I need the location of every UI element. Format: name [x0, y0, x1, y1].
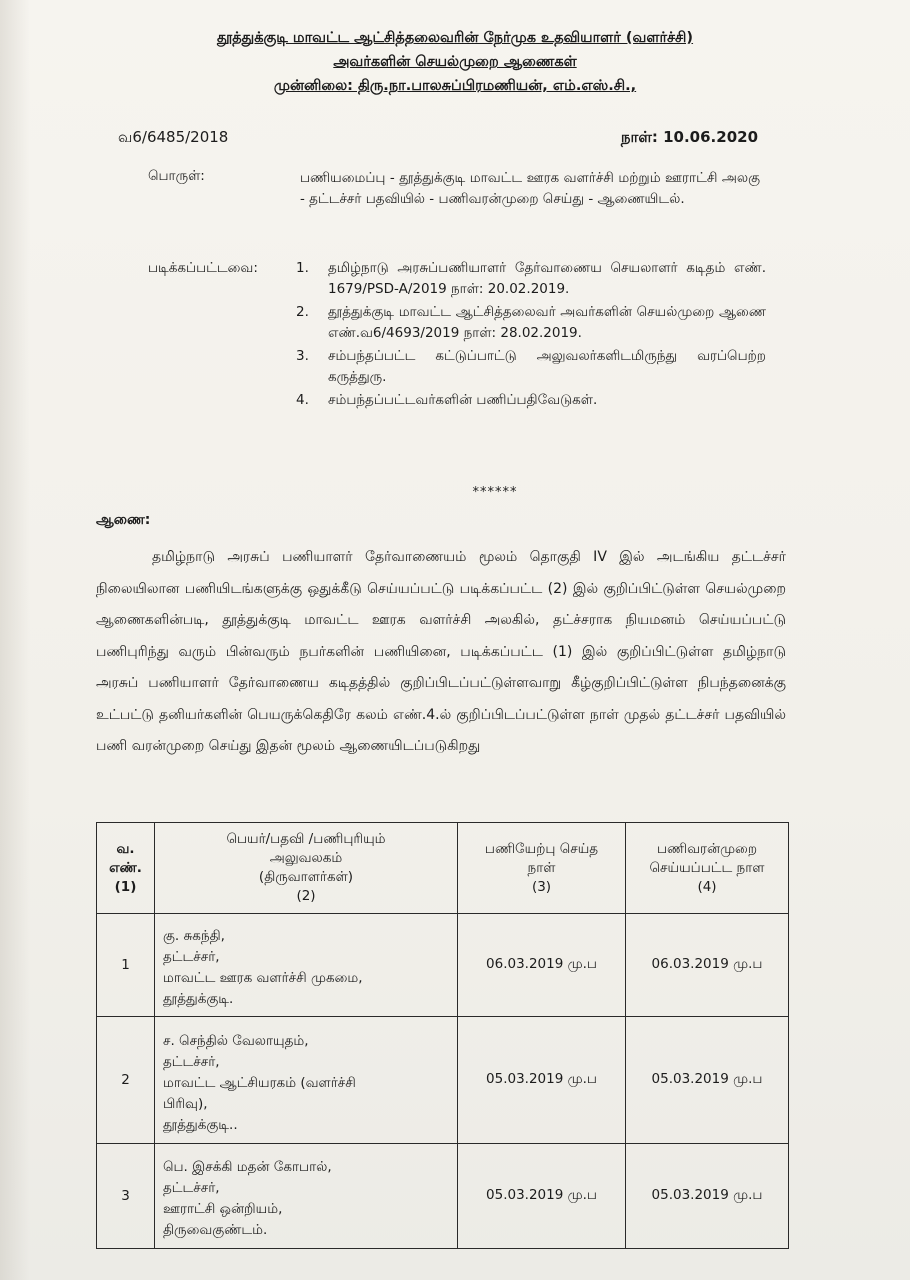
- page-edge-shadow: [0, 0, 30, 1280]
- table-header-row: [97, 823, 789, 914]
- header-line-3: முன்னிலை: திரு.நா.பாலசுப்பிரமணியன், எம்.எஸ்.சி.,: [273, 78, 637, 94]
- table-row: [97, 914, 789, 1017]
- read-label: படிக்கப்பட்டவை:: [148, 260, 258, 276]
- order-date: நாள்: 10.06.2020: [620, 128, 758, 146]
- table-row: [97, 1017, 789, 1144]
- header-line-1: தூத்துக்குடி மாவட்ட ஆட்சித்தலைவரின் நேர்முக உதவியாளர் (வளர்ச்சி): [216, 30, 694, 46]
- header-line-2: அவர்களின் செயல்முறை ஆணைகள்: [333, 54, 577, 70]
- subject-text: பணியமைப்பு - தூத்துக்குடி மாவட்ட ஊரக வளர்ச்சி மற்றும் ஊராட்சி அலகு - தட்டச்சர் பதவியில் - பணிவரன்முறை செய்து - ஆணையிடல்.: [300, 170, 760, 207]
- row-joined: 05.03.2019 மு.ப: [458, 1144, 626, 1249]
- read-item: 4. சம்பந்தப்பட்டவர்களின் பணிப்பதிவேடுகள்.: [296, 392, 598, 408]
- row-name: ச. செந்தில் வேலாயுதம், தட்டச்சர், மாவட்ட ஆட்சியரகம் (வளர்ச்சி பிரிவு), தூத்துக்குடி..: [155, 1017, 458, 1144]
- order-label: ஆணை:: [96, 512, 151, 528]
- table-row: [97, 1144, 789, 1249]
- header-regularized: பணிவரன்முறை செய்யப்பட்ட நாள (4): [626, 823, 789, 914]
- read-list: [296, 258, 766, 413]
- row-name: பெ. இசக்கி மதன் கோபால், தட்டச்சர், ஊராட்சி ஒன்றியம், திருவைகுண்டம்.: [155, 1144, 458, 1249]
- row-joined: 05.03.2019 மு.ப: [458, 1017, 626, 1144]
- separator: ******: [472, 485, 518, 500]
- row-name: கு. சுகந்தி, தட்டச்சர், மாவட்ட ஊரக வளர்ச்சி முகமை, தூத்துக்குடி.: [155, 914, 458, 1017]
- header-sno: வ. எண். (1): [97, 823, 155, 914]
- row-sno: 3: [97, 1144, 155, 1249]
- row-sno: 1: [97, 914, 155, 1017]
- row-regularized: 05.03.2019 மு.ப: [626, 1144, 789, 1249]
- row-regularized: 06.03.2019 மு.ப: [626, 914, 789, 1017]
- row-joined: 06.03.2019 மு.ப: [458, 914, 626, 1017]
- subject-label: பொருள்:: [148, 168, 205, 184]
- read-item: 1. தமிழ்நாடு அரசுப்பணியாளர் தேர்வாணைய செயலாளர் கடிதம் எண். 1679/PSD-A/2019 நாள்: 20.02.2019.: [296, 260, 766, 297]
- order-body: தமிழ்நாடு அரசுப் பணியாளர் தேர்வாணையம் மூலம் தொகுதி IV இல் அடங்கிய தட்டச்சர் நிலையிலான பணியிடங்களுக்கு ஒதுக்கீடு செய்யப்பட்டு படிக்கப்பட்ட (2) இல் குறிப்பிட்டுள்ள செயல்முறை ஆணைகளின்படி, தூத்துக்குடி மாவட்ட ஊரக வளர்ச்சி அலகில், தட்ச்சராக நியமனம் செய்யப்பட்டு பணிபுரிந்து வரும் பின்வரும் நபர்களின் பணியினை, படிக்கப்பட்ட (1) இல் குறிப்பிட்டுள்ள தமிழ்நாடு அரசுப் பணியாளர் தேர்வாணைய கடிதத்தில் குறிப்பிடப்பட்டுள்ளவாறு கீழ்குறிப்பிட்டுள்ள நிபந்தனைக்கு உட்பட்டு தனியர்களின் பெயருக்கெதிரே கலம் எண்.4.ல் குறிப்பிடப்பட்டுள்ள நாள் முதல் தட்டச்சர் பதவியில் பணி வரன்முறை செய்து இதன் மூலம் ஆணையிடப்படுகிறது: [96, 549, 786, 754]
- reference-number: வ6/6485/2018: [118, 128, 229, 146]
- regularization-table: [96, 822, 789, 1249]
- read-item: 3. சம்பந்தப்பட்ட கட்டுப்பாட்டு அலுவலர்களிடமிருந்து வரப்பெற்ற கருத்துரு.: [296, 348, 766, 385]
- row-regularized: 05.03.2019 மு.ப: [626, 1017, 789, 1144]
- header-name: பெயர்/பதவி /பணிபுரியும் அலுவலகம் (திருவாளர்கள்) (2): [155, 823, 458, 914]
- header-joined: பணியேற்பு செய்த நாள் (3): [458, 823, 626, 914]
- read-item: 2. தூத்துக்குடி மாவட்ட ஆட்சித்தலைவர் அவர்களின் செயல்முறை ஆணை எண்.வ6/4693/2019 நாள்: 28.02.2019.: [296, 304, 766, 341]
- row-sno: 2: [97, 1017, 155, 1144]
